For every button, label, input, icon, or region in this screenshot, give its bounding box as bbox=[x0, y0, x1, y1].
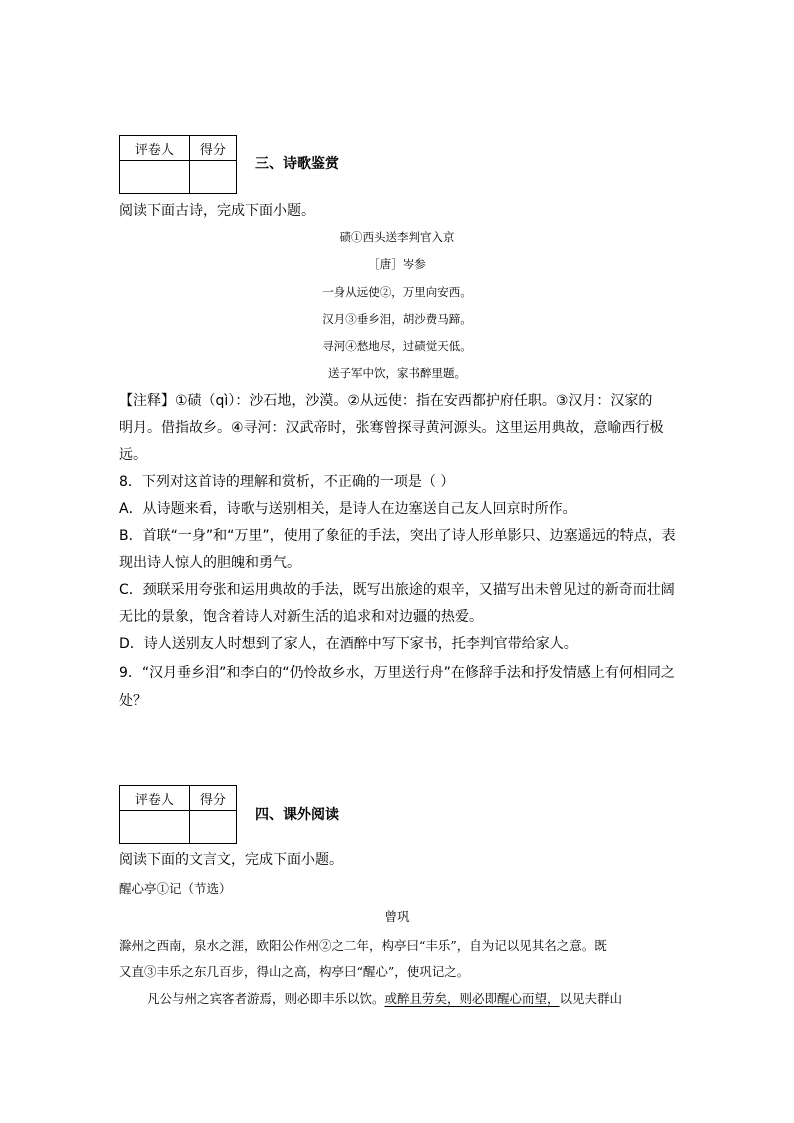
poem-line: 寻河④愁地尽，过碛觉天低。 bbox=[322, 339, 472, 353]
notes-line: 明月。借指故乡。④寻河：汉武帝时，张骞曾探寻黄河源头。这里运用典故，意喻西行极 bbox=[119, 420, 664, 436]
section3-instruction: 阅读下面古诗，完成下面小题。 bbox=[119, 203, 315, 219]
grader-header: 评卷人 bbox=[120, 136, 190, 161]
essay-line bbox=[147, 989, 622, 1007]
score-cell[interactable] bbox=[189, 811, 236, 844]
essay-title: 醒心亭①记（节选） bbox=[119, 881, 232, 896]
grader-header: 评卷人 bbox=[120, 786, 190, 811]
section4-instruction: 阅读下面的文言文，完成下面小题。 bbox=[119, 852, 343, 868]
poem-line: 一身从远使②，万里向安西。 bbox=[322, 285, 472, 299]
score-table-section4 bbox=[119, 785, 237, 844]
question-8-stem: 8．下列对这首诗的理解和赏析，不正确的一项是（ ） bbox=[119, 474, 455, 490]
poem-title: 碛①西头送李判官入京 bbox=[339, 230, 455, 244]
score-cell[interactable] bbox=[189, 161, 236, 194]
essay-line-plain: 凡公与州之宾客者游焉，则必即丰乐以饮。 bbox=[147, 991, 385, 1006]
section4-title: 四、课外阅读 bbox=[255, 807, 339, 823]
notes-line: 远。 bbox=[119, 447, 147, 463]
poem-author: ［唐］岑参 bbox=[368, 257, 426, 271]
score-header: 得分 bbox=[189, 786, 236, 811]
essay-author: 曾巩 bbox=[384, 909, 410, 924]
score-table-section3 bbox=[119, 135, 237, 194]
option-d[interactable]: D．诗人送别友人时想到了家人，在酒醉中写下家书，托李判官带给家人。 bbox=[119, 636, 578, 652]
question-9-stem: 9．“汉月垂乡泪”和李白的“仍怜故乡水，万里送行舟”在修辞手法和抒发情感上有何相同之 bbox=[119, 665, 675, 681]
essay-line: 又直③丰乐之东几百步，得山之高，构亭曰“醒心”，使巩记之。 bbox=[119, 964, 470, 979]
poem-line: 汉月③垂乡泪，胡沙费马蹄。 bbox=[322, 312, 472, 326]
underlined-sentence: 或醉且劳矣，则必即醒心而望， bbox=[384, 991, 560, 1006]
question-9-cont: 处？ bbox=[119, 693, 147, 709]
option-b-cont: 现出诗人惊人的胆魄和勇气。 bbox=[119, 555, 301, 571]
notes-line: 【注释】①碛（qì）：沙石地，沙漠。②从远使：指在安西都护府任职。③汉月：汉家的 bbox=[119, 393, 653, 409]
option-b[interactable]: B．首联“一身”和“万里”，使用了象征的手法，突出了诗人形单影只、边塞遥远的特点，表 bbox=[119, 528, 676, 544]
essay-line: 滁州之西南，泉水之涯，欧阳公作州②之二年，构亭曰“丰乐”，自为记以见其名之意。既 bbox=[119, 938, 607, 953]
essay-line-tail: 以见夫群山 bbox=[559, 991, 623, 1006]
score-header: 得分 bbox=[189, 136, 236, 161]
option-c[interactable]: C．颈联采用夸张和运用典故的手法，既写出旅途的艰辛，又描写出未曾见过的新奇而壮阔 bbox=[119, 582, 675, 598]
grader-cell[interactable] bbox=[120, 161, 190, 194]
section3-title: 三、诗歌鉴赏 bbox=[255, 156, 339, 172]
option-a[interactable]: A．从诗题来看，诗歌与送别相关，是诗人在边塞送自己友人回京时所作。 bbox=[119, 501, 577, 517]
grader-cell[interactable] bbox=[120, 811, 190, 844]
poem-line: 送子军中饮，家书醉里题。 bbox=[328, 366, 466, 380]
option-c-cont: 无比的景象，饱含着诗人对新生活的追求和对边疆的热爱。 bbox=[119, 609, 483, 625]
